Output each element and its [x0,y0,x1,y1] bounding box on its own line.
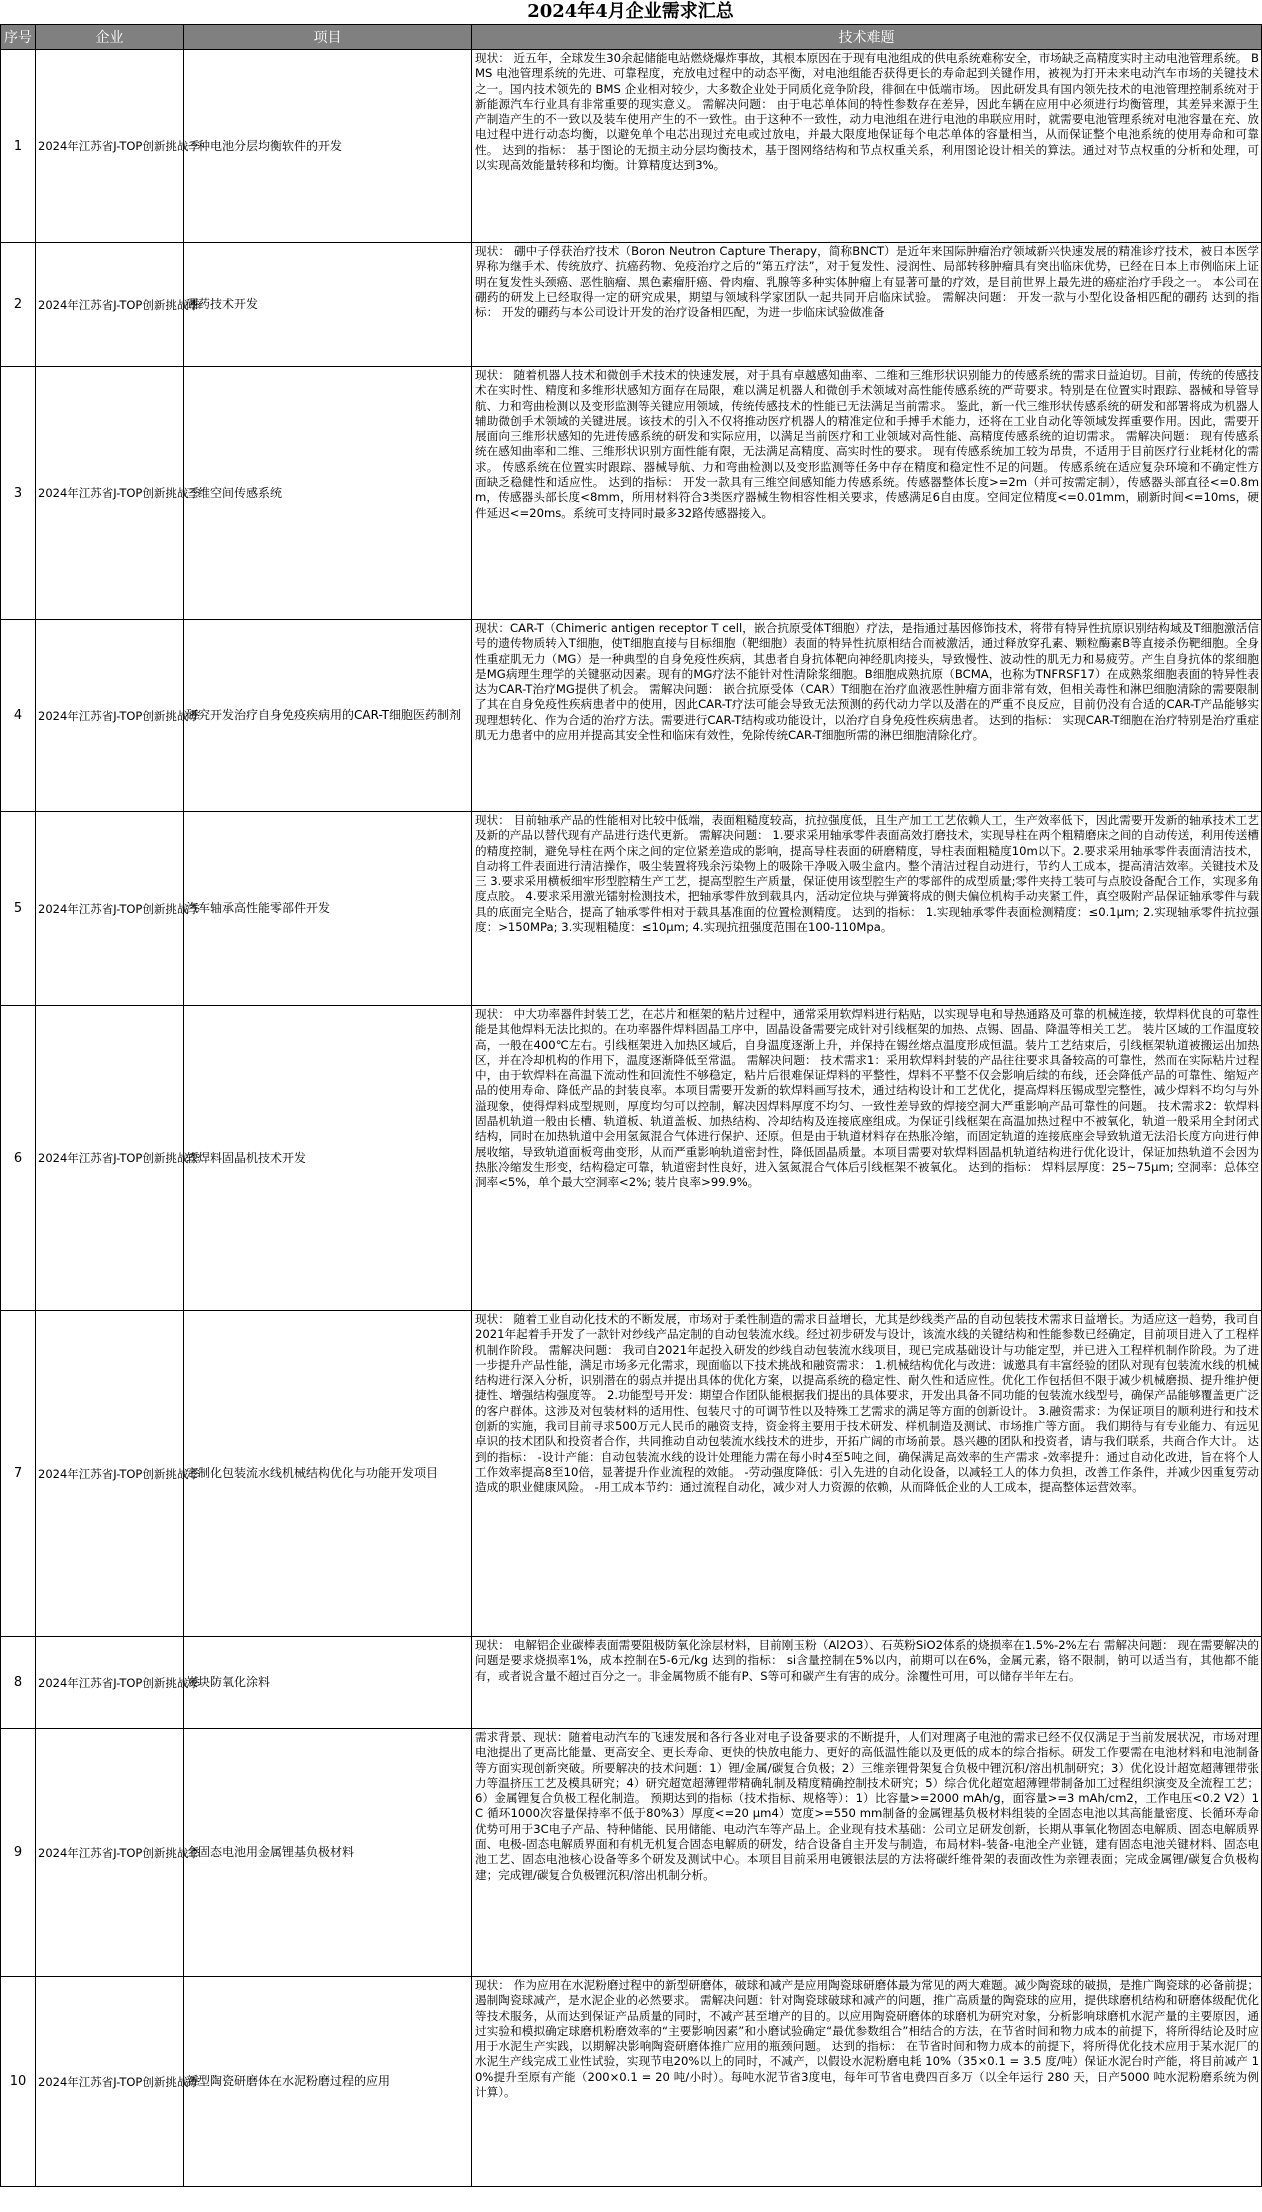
row-project[interactable]: 定制化包装流水线机械结构优化与功能开发项目 [184,1311,472,1637]
row-no[interactable]: 10 [1,1977,36,2187]
row-tech[interactable]: 现状： 随着工业自动化技术的不断发展，市场对于柔性制造的需求日益增长，尤其是纱线类产品的自动包装技术需求日益增长。为适应这一趋势，我司自2021年起着手开发了一款针对纱线产品定制的自动包装流水线。经过初步研发与设计，该流水线的关键结构和性能参数已经确定，目前项目进入了工程样机制作阶段。 需解决问题： 我司自2021年起投入研发的纱线自动包装流水线项目，现已完成基础设计与功能定型，并已进入工程样机制作阶段。为了进一步提升产品性能，满足市场多元化需求，现面临以下技术挑战和融资需求： 1.机械结构优化与改进：诚邀具有丰富经验的团队对现有包装流水线的机械结构进行深入分析，识别潜在的弱点并提出具体的优化方案，以提高系统的稳定性、耐久性和适应性。优化工作包括但不限于减少机械磨损、提升维护便捷性、增强结构强度等。 2.功能型号开发：期望合作团队能根据我们提出的具体要求，开发出具备不同功能的包装流水线型号，确保产品能够覆盖更广泛的客户群体。这涉及对包装材料的适用性、包装尺寸的可调节性以及特殊工艺需求的满足等方面的创新设计。 3.融资需求：为保证项目的顺利进行和技术创新的实施，我司目前寻求500万元人民币的融资支持，资金将主要用于技术研发、样机制造及测试、市场推广等方面。 我们期待与有专业能力、有远见卓识的技术团队和投资者合作，共同推动自动包装流水线技术的进步，开拓广阔的市场前景。恳兴趣的团队和投资者，请与我们联系，共商合作大计。 达到的指标： -设计产能：自动包装流水线的设计处理能力需在每小时4至5吨之间，确保满足高效率的生产需求 -效率提升：通过自动化改进，旨在将个人工作效率提高8至10倍，显著提升作业流程的效能。 -劳动强度降低：引入先进的自动化设备，以减轻工人的体力负担，改善工作条件，并减少因重复劳动造成的职业健康风险。 -用工成本节约：通过流程自动化，减少对人力资源的依赖，从而降低企业的人工成本，提高整体运营效率。 [472,1311,1262,1637]
column-header-tech[interactable]: 技术难题 [472,25,1262,50]
row-no[interactable]: 2 [1,243,36,367]
row-project[interactable]: 软焊料固晶机技术开发 [184,1006,472,1311]
row-enterprise[interactable]: 2024年江苏省J-TOP创新挑战季 [36,243,184,367]
table-row [1,1637,1262,1729]
table-row [1,1006,1262,1311]
row-project[interactable]: 新型陶瓷研磨体在水泥粉磨过程的应用 [184,1977,472,2187]
table-row [1,367,1262,620]
row-enterprise[interactable]: 2024年江苏省J-TOP创新挑战季 [36,1729,184,1977]
table-row [1,1977,1262,2187]
row-tech[interactable]: 现状：CAR-T（Chimeric antigen receptor T cell，嵌合抗原受体T细胞）疗法，是指通过基因修饰技术，将带有特异性抗原识别结构域及T细胞激活信号的遗传物质转入T细胞，使T细胞直接与目标细胞（靶细胞）表面的特异性抗原相结合而被激活，通过释放穿孔素、颗粒酶素B等直接杀伤靶细胞。全身性重症肌无力（MG）是一种典型的自身免疫性疾病，其患者自身抗体靶向神经肌肉接头，导致慢性、波动性的肌无力和易疲劳。产生自身抗体的浆细胞是MG病理生理学的关键驱动因素。现有的MG疗法不能针对性清除浆细胞。B细胞成熟抗原（BCMA，也称为TNFRSF17）在成熟浆细胞表面的特异性表达为CAR-T治疗MG提供了机会。 需解决问题： 嵌合抗原受体（CAR）T细胞在治疗血液恶性肿瘤方面非常有效，但相关毒性和淋巴细胞清除的需要限制了其在自身免疫性疾病患者中的使用，因此CAR-T疗法可能会导致无法预测的药代动力学以及潜在的严重不良反应，目前仍没有合适的CAR-T产品能够实现理想转化、作为合适的治疗方法。需要进行CAR-T结构或功能设计，以治疗自身免疫性疾病患者。 达到的指标： 实现CAR-T细胞在治疗特别是治疗重症肌无力患者中的应用并提高其安全性和临床有效性，免除传统CAR-T细胞所需的淋巴细胞清除化疗。 [472,620,1262,812]
row-tech[interactable]: 现状： 作为应用在水泥粉磨过程中的新型研磨体，破球和减产是应用陶瓷球研磨体最为常见的两大难题。减少陶瓷球的破损，是推广陶瓷球的必备前提；遏制陶瓷球减产，是水泥企业的必然要求。 需解决问题：针对陶瓷球破球和减产的问题，推广高质量的陶瓷球的应用，提供球磨机结构和研磨体级配优化等技术服务，从而达到保证产品质量的同时，不减产甚至增产的目的。以应用陶瓷研磨体的球磨机为研究对象，分析影响球磨机水泥产量的主要原因，通过实验和模拟确定球磨机粉磨效率的“主要影响因素”和小磨试验确定“最优参数组合”相结合的方法，在节省时间和物力成本的前提下，将所得结论及时应用于水泥生产实践，以期解决影响陶瓷研磨体推广应用的瓶颈问题。 达到的指标： 在节省时间和物力成本的前提下，将所得优化技术应用于某水泥厂的水泥生产线完成工业性试验，实现节电20%以上的同时，不减产，以假设水泥粉磨电耗 10%（35×0.1 = 3.5 度/吨）保证水泥台时产能，将目前减产 10%提升至原有产能（200×0.1 = 20 吨/小时）。每吨水泥节省3度电，每年可节省电费四百多万（以全年运行 280 天，日产5000 吨水泥粉磨系统为例计算）。 [472,1977,1262,2187]
row-project[interactable]: 研究开发治疗自身免疫疾病用的CAR-T细胞医药制剂 [184,620,472,812]
row-no[interactable]: 7 [1,1311,36,1637]
row-tech[interactable]: 现状： 中大功率器件封装工艺，在芯片和框架的粘片过程中，通常采用软焊料进行粘贴，以实现导电和导热通路及可靠的机械连接，软焊料优良的可靠性能是其他焊料无法比拟的。在功率器件焊料固晶工序中，固晶设备需要完成针对引线框架的加热、点锡、固晶、降温等相关工艺。 装片区域的工作温度较高，一般在400℃左右。引线框架进入加热区域后，自身温度逐渐上升，并保持在锡丝熔点温度形成恒温。装片工艺结束后，引线框架轨道被搬运出加热区，并在冷却机构的作用下，温度逐渐降低至常温。 需解决问题： 技术需求1：采用软焊料封装的产品往往要求具备较高的可靠性，然而在实际粘片过程中，由于软焊料在高温下流动性和回流性不够稳定，粘片后很难保证焊料的平整性，焊料不平整不仅会影响后续的布线，还会降低产品的可靠性、缩短产品的使用寿命、降低产品的封装良率。本项目需要开发新的软焊料画写技术，通过结构设计和工艺优化，提高焊料压锡成型完整性，减少焊料不均匀与外溢现象，使得焊料成型规则，厚度均匀可以控制，解决因焊料厚度不均匀、一致性差导致的焊接空洞大严重影响产品可靠性的问题。 技术需求2：软焊料固晶机轨道一般由长槽、轨道板、轨道盖板、加热结构、冷却结构及连接底座组成。为保证引线框架在高温加热过程中不被氧化，轨道一般采用全封闭式结构，同时在加热轨道中会用氢氮混合气体进行保护、还原。但是由于轨道材料存在热胀冷缩，而固定轨道的连接底座会导致轨道无法沿长度方向进行伸展收缩，导致轨道面板弯曲变形，从而严重影响轨道密封性，降低固晶质量。本项目需要对软焊料固晶机轨道结构进行优化设计，保证加热轨道不会因为热胀冷缩发生形变，结构稳定可靠，轨道密封性良好，进入氢氮混合气体后引线框架不被氧化。 达到的指标： 焊料层厚度：25~75μm; 空洞率：总体空洞率<5%，单个最大空洞率<2%; 装片良率>99.9%。 [472,1006,1262,1311]
row-tech[interactable]: 现状： 电解铝企业碳棒表面需要阻极防氧化涂层材料，目前刚玉粉（Al2O3）、石英粉SiO2体系的烧损率在1.5%-2%左右 需解决问题： 现在需要解决的问题是要求烧损率1%，成本控制在5-6元/kg 达到的指标： si含量控制在5%以内，前期可以在6%，金属元素，铬不限制，钠可以适当有，其他都不能有，或者说含量不超过百分之一。非金属物质不能有P、S等可和碳产生有害的成分。涂覆性可用，可以储存半年左右。 [472,1637,1262,1729]
row-no[interactable]: 6 [1,1006,36,1311]
column-header-enterprise[interactable]: 企业 [36,25,184,50]
row-project[interactable]: 硼药技术开发 [184,243,472,367]
row-tech[interactable]: 现状： 目前轴承产品的性能相对比较中低端，表面粗糙度较高，抗拉强度低，且生产加工工艺依赖人工，生产效率低下，因此需要开发新的轴承技术工艺及新的产品以替代现有产品进行迭代更新。 需解决问题： 1.要求采用轴承零件表面高效打磨技术，实现导柱在两个粗精磨床之间的自动传送，利用传送槽的精度控制，避免导柱在两个床之间的定位紧差造成的影响，提高导柱表面的研磨精度，导柱表面粗糙度10m以下。2.要求采用轴承零件表面清洁技术，自动将工件表面进行清洁操作，吸尘装置将残余污染物上的吸除干净吸入吸尘盒内。整个清洁过程自动进行，节约人工成本，提高清洁效率。关键技术及三 3.要求采用横板细牢形型腔精生产工艺，提高型腔生产质量，保证使用该型腔生产的零部件的成型质量;零件夹持工装可与点胶设备配合工作，实现多角度点胶。 4.要求采用激光镭射检测技术，把轴承零件放到载具内，活动定位块与弹簧将成的侧夫偏位机构手动夹紧工件，真空吸附产品保证轴承零件与载具的底面完全贴合，提高了轴承零件相对于载具基准面的位置检测精度。 达到的指标： 1.实现轴承零件表面检测精度：≤0.1μm; 2.实现轴承零件抗拉强度：>150MPa; 3.实现粗糙度：≤10μm; 4.实现抗扭强度范围在100-110Mpa。 [472,812,1262,1006]
header-row [1,25,1262,50]
row-tech[interactable]: 现状： 随着机器人技术和微创手术技术的快速发展，对于具有卓越感知曲率、二维和三维形状识别能力的传感系统的需求日益迫切。目前，传统的传感技术在实时性、精度和多维形状感知方面存在局限，难以满足机器人和微创手术领域对高性能传感系统的严苛要求。特别是在位置实时跟踪、器械和导管导航、力和弯曲检测以及变形监测等关键应用领域，传统传感技术的性能已无法满足当前需求。 鉴此，新一代三维形状传感系统的研发和部署将成为机器人辅助微创手术领域的关键进展。该技术的引入不仅将推动医疗机器人的精准定位和手搏手术能力，还将在工业自动化等领域发挥重要作用。因此，需要开展面向三维形状感知的先进传感系统的研发和实际应用，以满足当前医疗和工业领域对高性能、高精度传感系统的迫切需求。 需解决问题： 现有传感系统在感知曲率和二维、三维形状识别方面性能有限，无法满足高精度、高实时性的要求。 现有传感系统加工较为昂贵，不适用于目前医疗行业耗材化的需求。 传感系统在位置实时跟踪、器械导航、力和弯曲检测以及变形监测等任务中存在精度和稳定性不足的问题。 传感系统在适应复杂环境和不确定性方面缺乏稳健性和适应性。 达到的指标： 开发一款具有三维空间感知能力传感系统。传感器整体长度>=2m（并可按需定制），传感器头部直径<=0.8mm，传感器头部长度<8mm，所用材料符合3类医疗器械生物相容性相关要求，传感满足6自由度。空间定位精度<=0.01mm，刷新时间<=10ms，硬件延迟<=20ms。系统可支持同时最多32路传感器接入。 [472,367,1262,620]
row-project[interactable]: 全固态电池用金属锂基负极材料 [184,1729,472,1977]
row-enterprise[interactable]: 2024年江苏省J-TOP创新挑战季 [36,620,184,812]
table-row [1,1311,1262,1637]
row-enterprise[interactable]: 2024年江苏省J-TOP创新挑战季 [36,50,184,243]
row-enterprise[interactable]: 2024年江苏省J-TOP创新挑战季 [36,1977,184,2187]
column-header-project[interactable]: 项目 [184,25,472,50]
row-tech[interactable]: 现状： 硼中子俘获治疗技术（Boron Neutron Capture Therapy，简称BNCT）是近年来国际肿瘤治疗领域新兴快速发展的精准诊疗技术，被日本医学界称为继手术、传统放疗、抗癌药物、免疫治疗之后的“第五疗法”，对于复发性、浸润性、局部转移肿瘤具有突出临床优势，已经在日本上市例临床上证明在复发性头颈癌、恶性脑瘤、黑色素瘤肝癌、骨肉瘤、乳腺等多种实体肿瘤上有显著可量的疗效，是目前世界上最先进的癌症治疗手段之一。 本公司在硼药的研发上已经取得一定的研究成果，期望与领域科学家团队一起共同开启临床试验。 需解决问题： 开发一款与小型化设备相匹配的硼药 达到的指标： 开发的硼药与本公司设计开发的治疗设备相匹配，为进一步临床试验做准备 [472,243,1262,367]
row-project[interactable]: 汽车轴承高性能零部件开发 [184,812,472,1006]
row-project[interactable]: 三维空间传感系统 [184,367,472,620]
row-no[interactable]: 5 [1,812,36,1006]
row-enterprise[interactable]: 2024年江苏省J-TOP创新挑战季 [36,367,184,620]
row-project[interactable]: 炭块防氧化涂料 [184,1637,472,1729]
row-enterprise[interactable]: 2024年江苏省J-TOP创新挑战季 [36,1006,184,1311]
page-title: 2024年4月企业需求汇总 [527,1,734,22]
row-tech[interactable]: 需求背景、现状：随着电动汽车的飞速发展和各行各业对电子设备要求的不断提升，人们对理离子电池的需求已经不仅仅满足于当前发展状况，市场对理电池提出了更高比能量、更高安全、更长寿命、更快的快放电能力、更好的高低温性能以及更低的成本的综合指标。研发工作要需在电池材料和电池制备等方面实现创新突破。所要解决的技术问题：1）锂/金属/碳复合负极；2）三维亲锂骨架复合负极中锂沉积/溶出机制研究；3）优化设计超宽超薄锂带张力等温挤压工艺及模具研究；4）研究超宽超薄锂带精确轧制及精度精确控制技术研究；5）综合优化超宽超薄锂带制备加工过程组织演变及全流程工艺；6）金属锂复合负极工程化制造。 预期达到的指标（技术指标、规格等）：1）比容量>=2000 mAh/g，面容量>=3 mAh/cm2，工作电压<0.2 V2）1 C 循环1000次容量保持率不低于80%3）厚度<=20 μm4）宽度>=550 mm制备的金属锂基负极材料组装的全固态电池以其高能量密度、长循环寿命优势可用于3C电子产品、特种储能、民用储能、电动汽车等产品上。企业现有技术基础：公司立足研发创新，长期从事氧化物固态电解质、固态电解质界面、电极-固态电解质界面和有机无机复合固态电解质的研发，结合设备自主开发与制造，布局材料-装备-电池全产业链，建有固态电池关键材料、固态电池工艺、固态电池核心设备等多个研发及测试中心。本项目目前采用电镀银法层的方法将碳纤维骨架的表面改性为亲锂表面；完成金属锂/碳复合负极构建；完成锂/碳复合负极锂沉积/溶出机制分析。 [472,1729,1262,1977]
row-tech[interactable]: 现状： 近五年，全球发生30余起储能电站燃烧爆炸事故，其根本原因在于现有电池组成的供电系统难称安全，市场缺乏高精度实时主动电池管理系统。 BMS 电池管理系统的先进、可靠程度，充放电过程中的动态平衡，对电池组能否获得更长的寿命起到关键作用，被视为打开未来电动汽车市场的关键技术之一。国内技术领先的 BMS 企业相对较少，大多数企业处于同质化竞争阶段，徘徊在中低端市场。 因此研发具有国内领先技术的电池管理控制系统对于新能源汽车行业具有非常重要的现实意义。 需解决问题： 由于电芯单体间的特性参数存在差异，因此车辆在应用中必须进行均衡管理，其差异来源于生产制造产生的不一致以及装车使用产生的不一致性。由于这种不一致性，动力电池组在进行电池的串联应用时，就需要电池管理系统对电池容量在充、放电过程中进行动态均衡，以避免单个电芯出现过充电或过放电，并最大限度地保证每个电芯单体的容量相当，从而保证整个电池系统的使用寿命和可靠性。 达到的指标： 基于图论的无损主动分层均衡技术，基于图网络结构和节点权重关系，利用图论设计相关的算法。通过对节点权重的分析和处理，可以实现高效能量转移和均衡。计算精度达到3%。 [472,50,1262,243]
table-row [1,1729,1262,1977]
table-row [1,812,1262,1006]
row-enterprise[interactable]: 2024年江苏省J-TOP创新挑战季 [36,812,184,1006]
row-enterprise[interactable]: 2024年江苏省J-TOP创新挑战季 [36,1637,184,1729]
row-no[interactable]: 3 [1,367,36,620]
row-no[interactable]: 1 [1,50,36,243]
row-no[interactable]: 4 [1,620,36,812]
row-enterprise[interactable]: 2024年江苏省J-TOP创新挑战季 [36,1311,184,1637]
table-row [1,50,1262,243]
row-no[interactable]: 9 [1,1729,36,1977]
row-no[interactable]: 8 [1,1637,36,1729]
column-header-no[interactable]: 序号 [1,25,36,50]
row-project[interactable]: 一种电池分层均衡软件的开发 [184,50,472,243]
table-row [1,243,1262,367]
demand-table [0,24,1262,2187]
table-row [1,620,1262,812]
